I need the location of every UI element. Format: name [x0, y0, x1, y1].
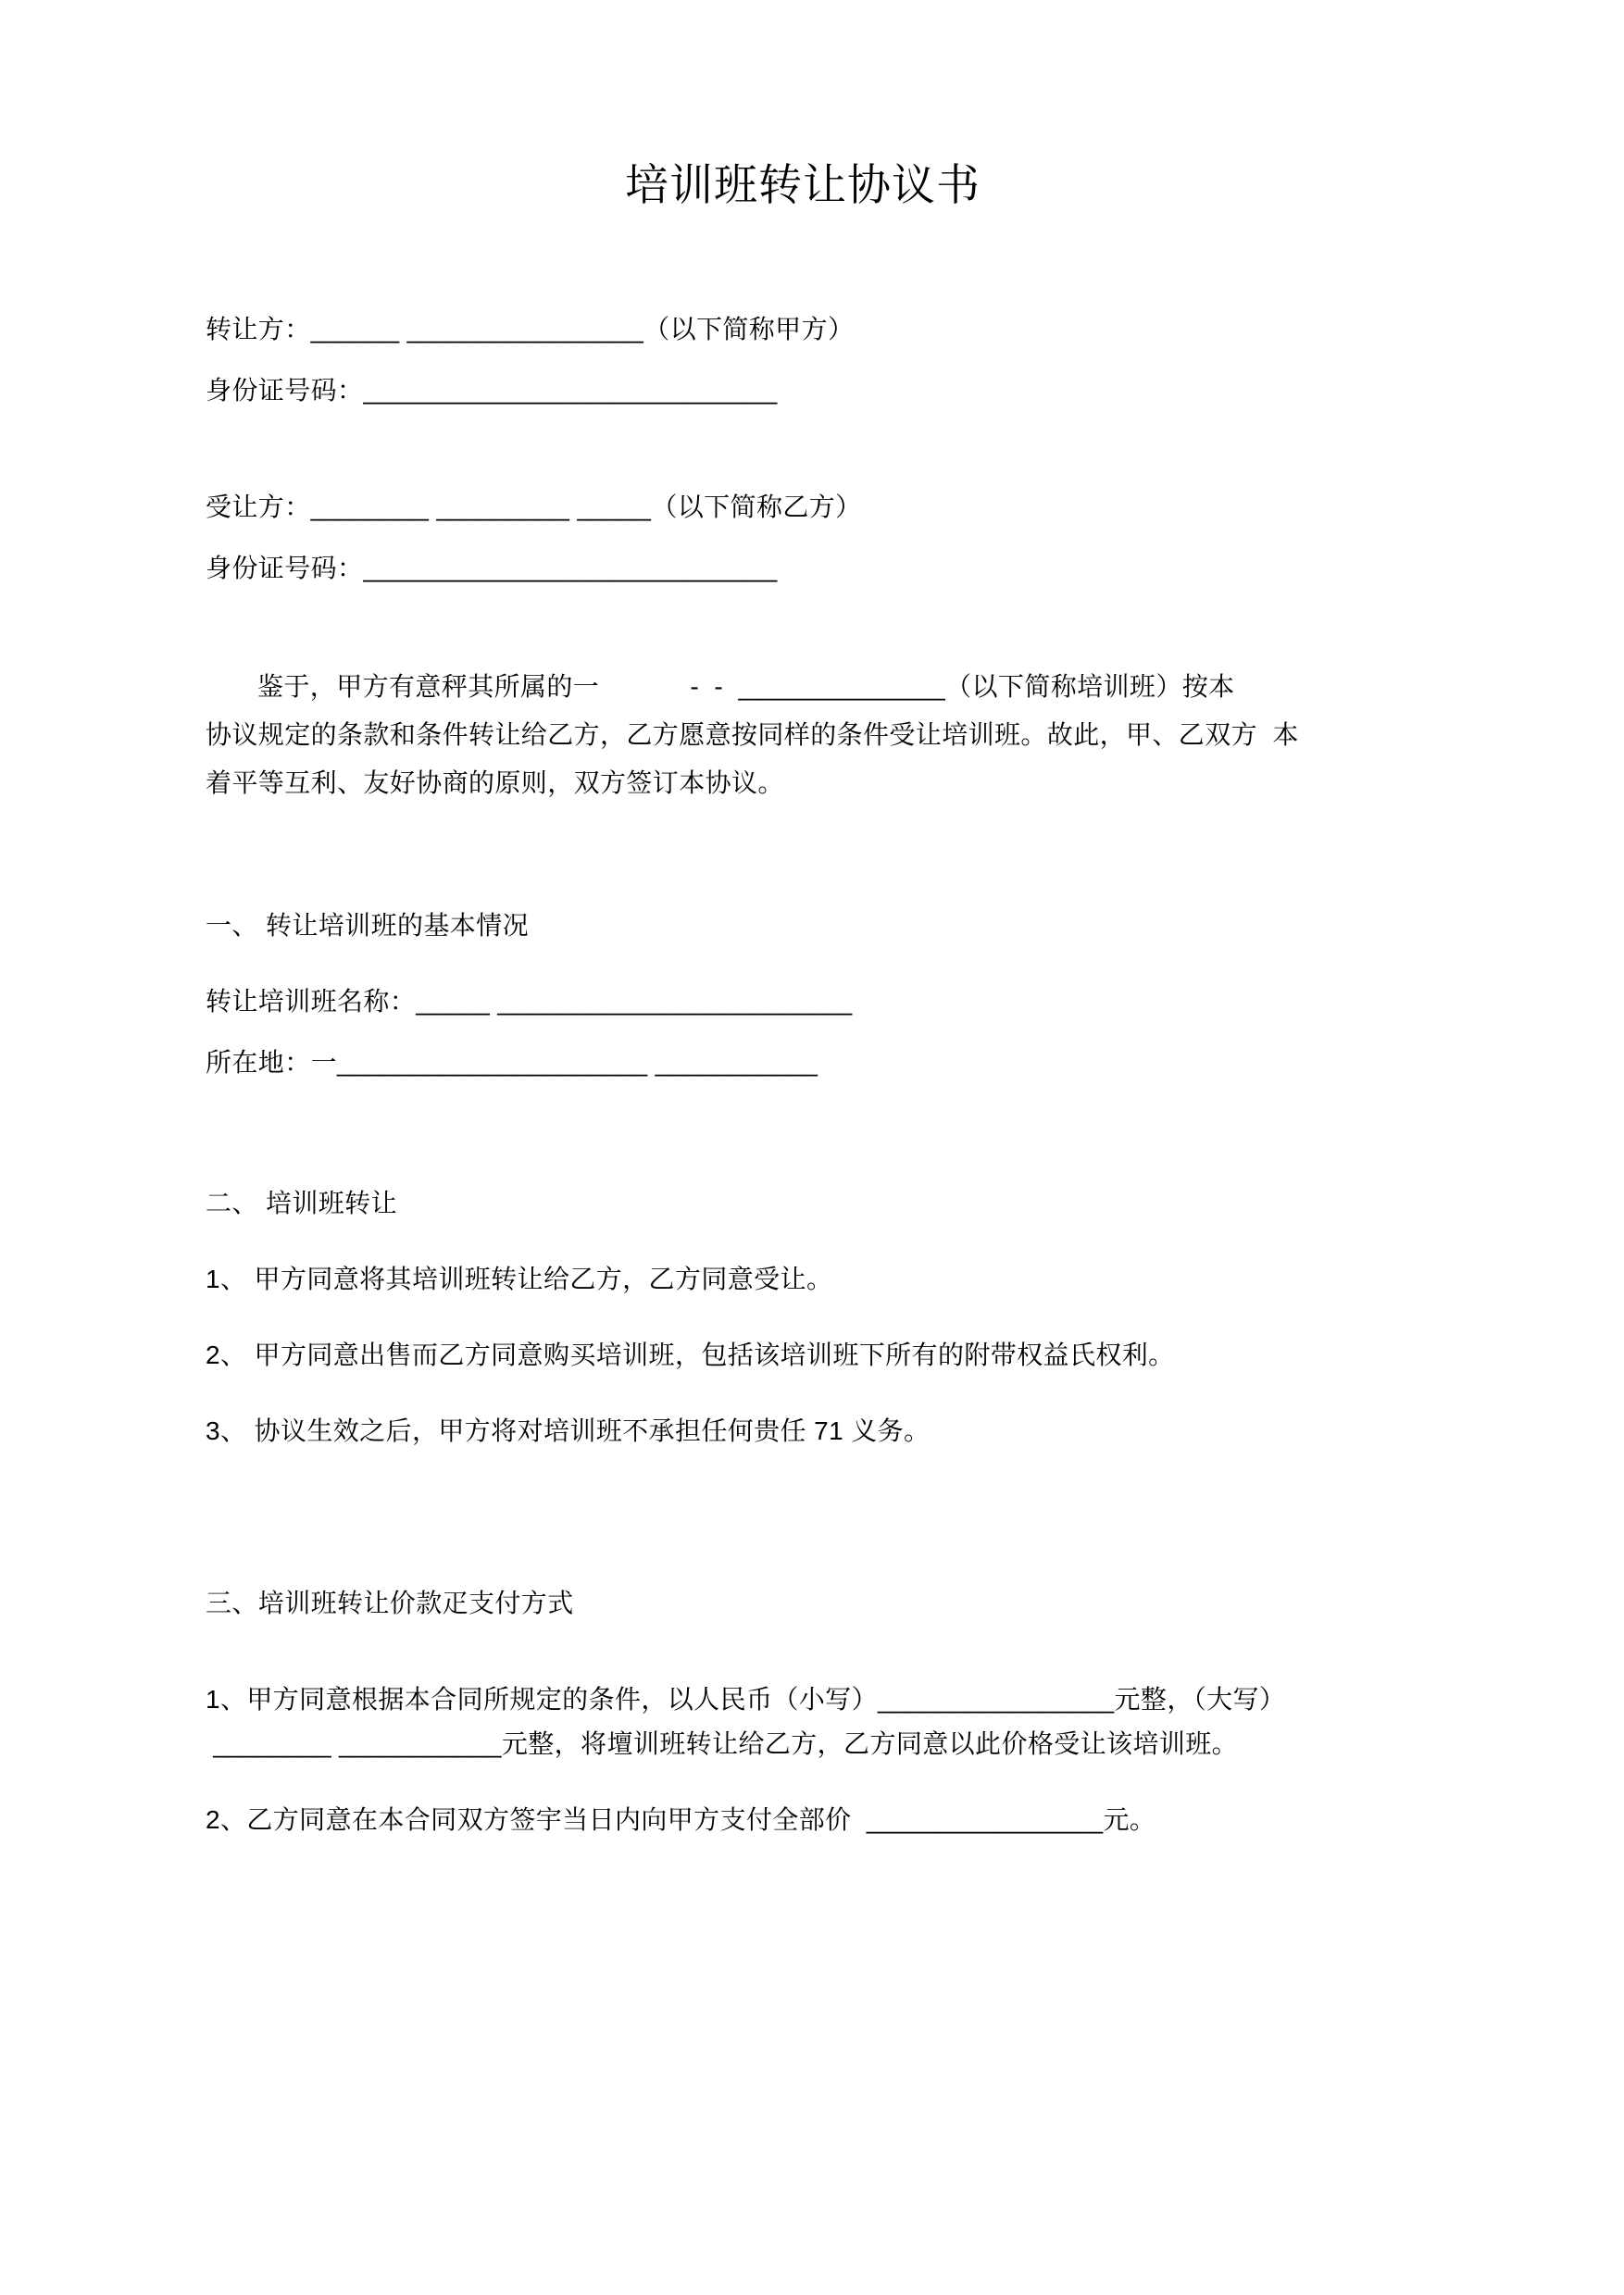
transferee-id-line: 身份证号码：____________________________: [206, 554, 778, 583]
spacer-before-section-3: [206, 1453, 1400, 1550]
section-2-item-3: 3、 协议生效之后，甲方将对培训班不承担任何贵任 71 义务。: [206, 1416, 931, 1446]
section-1-line-2: 所在地：一_____________________ ___________: [206, 1048, 818, 1078]
spacer-between-parties: [206, 413, 1400, 485]
section-3-item-2: 2、乙方同意在本合同双方签宇当日内向甲方支付全部价 ________________元。: [206, 1805, 1156, 1835]
section-2-item-1: 1、 甲方同意将其培训班转让给乙方，乙方同意受让。: [206, 1265, 833, 1294]
spacer: [206, 1226, 1400, 1257]
transferee-line: 受让方：________ _________ _____（以下简称乙方）: [206, 493, 862, 522]
spacer: [206, 948, 1400, 979]
spacer: [206, 1024, 1400, 1041]
preamble-line-3: 着平等互利、友好协商的原则，双方签订本协议。: [206, 768, 784, 798]
section-1-line-1: 转让培训班名称：_____ ________________________: [206, 987, 853, 1017]
transferor-line: 转让方：______ ________________（以下简称甲方）: [206, 315, 855, 344]
spacer: [206, 530, 1400, 546]
page-title: 培训班转让协议书: [625, 160, 981, 209]
spacer: [206, 1378, 1400, 1409]
spacer: [206, 1626, 1400, 1678]
spacer-before-section-2: [206, 1085, 1400, 1181]
section-2-item-2: 2、 甲方同意出售而乙方同意购买培训班，包括该培训班下所有的附带权益氏权利。: [206, 1341, 1175, 1370]
spacer: [206, 1302, 1400, 1333]
spacer-before-section-1: [206, 807, 1400, 904]
document-content: [206, 0, 1400, 1842]
spacer: [206, 1766, 1400, 1798]
spacer-extra: [206, 1550, 1400, 1581]
preamble-line-2: 协议规定的条款和条件转让给乙方，乙方愿意按同样的条件受让培训班。故此，甲、乙双方 本: [206, 720, 1299, 750]
section-3-item-1-line-1: 1、甲方同意根据本合同所规定的条件，以人民币（小写）________________元整，（大写）: [206, 1685, 1286, 1715]
section-heading-3: 三、培训班转让价款疋支付方式: [206, 1589, 574, 1618]
section-heading-1: 一、 转让培训班的基本情况: [206, 911, 529, 941]
spacer-before-preamble: [206, 591, 1400, 663]
section-3-item-1-line-2: ________ ___________元整，将壇训班转让给乙方，乙方同意以此价格受让该培训班。: [206, 1729, 1239, 1759]
spacer-after-title: [206, 211, 1400, 307]
preamble-line-1: 鉴于，甲方有意秤其所属的一 - - ______________（以下简称培训班）按本: [257, 672, 1235, 702]
spacer: [206, 352, 1400, 368]
section-heading-2: 二、 培训班转让: [206, 1189, 397, 1218]
transferor-id-line: 身份证号码：____________________________: [206, 376, 778, 405]
